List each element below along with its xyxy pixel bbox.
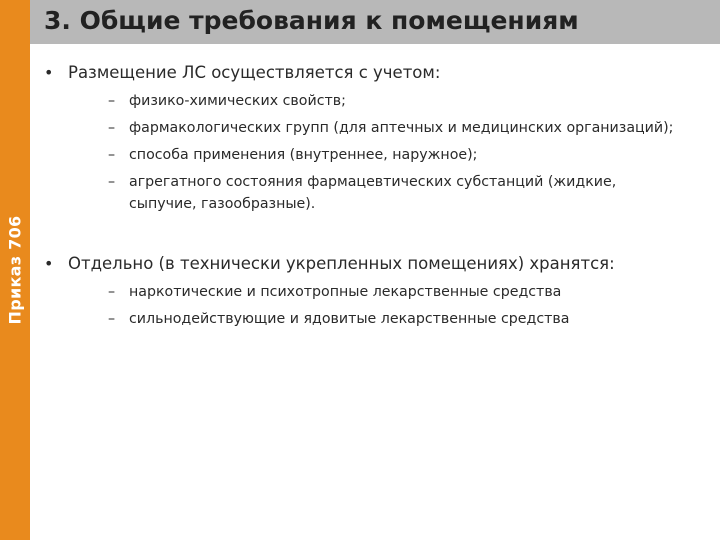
- sidebar-strip: [0, 0, 30, 540]
- bullet-placement: [44, 60, 684, 215]
- dash-marker: –: [108, 174, 116, 190]
- list-item-text: фармакологических групп (для аптечных и медицинских организаций);: [129, 120, 674, 136]
- list-item: [68, 171, 684, 215]
- bullet-text: Отдельно (в технически укрепленных помещениях) хранятся:: [68, 254, 615, 273]
- list-item-text: сильнодействующие и ядовитые лекарственные средства: [129, 311, 570, 327]
- list-item-text: физико-химических свойств;: [129, 93, 346, 109]
- bullet-marker: •: [44, 254, 54, 273]
- slide-content: [44, 60, 684, 335]
- list-item: [68, 117, 684, 139]
- sub-list: [68, 90, 684, 215]
- bullet-text: Размещение ЛС осуществляется с учетом:: [68, 63, 441, 82]
- dash-marker: –: [108, 93, 116, 109]
- list-item: [68, 144, 684, 166]
- dash-marker: –: [108, 311, 116, 327]
- dash-marker: –: [108, 147, 116, 163]
- list-item-text: наркотические и психотропные лекарственные средства: [129, 284, 562, 300]
- dash-marker: –: [108, 120, 116, 136]
- title-bar: [30, 0, 720, 44]
- list-item-text: способа применения (внутреннее, наружное);: [129, 147, 478, 163]
- sidebar-label: Приказ 706: [5, 215, 25, 325]
- list-item-text: агрегатного состояния фармацевтических субстанций (жидкие, сыпучие, газообразные).: [129, 174, 617, 212]
- dash-marker: –: [108, 284, 116, 300]
- bullet-separate-storage: [44, 251, 684, 330]
- sub-list: [68, 281, 684, 330]
- list-item: [68, 90, 684, 112]
- page-title: 3. Общие требования к помещениям: [44, 6, 579, 35]
- bullet-marker: •: [44, 63, 54, 82]
- list-item: [68, 308, 684, 330]
- list-item: [68, 281, 684, 303]
